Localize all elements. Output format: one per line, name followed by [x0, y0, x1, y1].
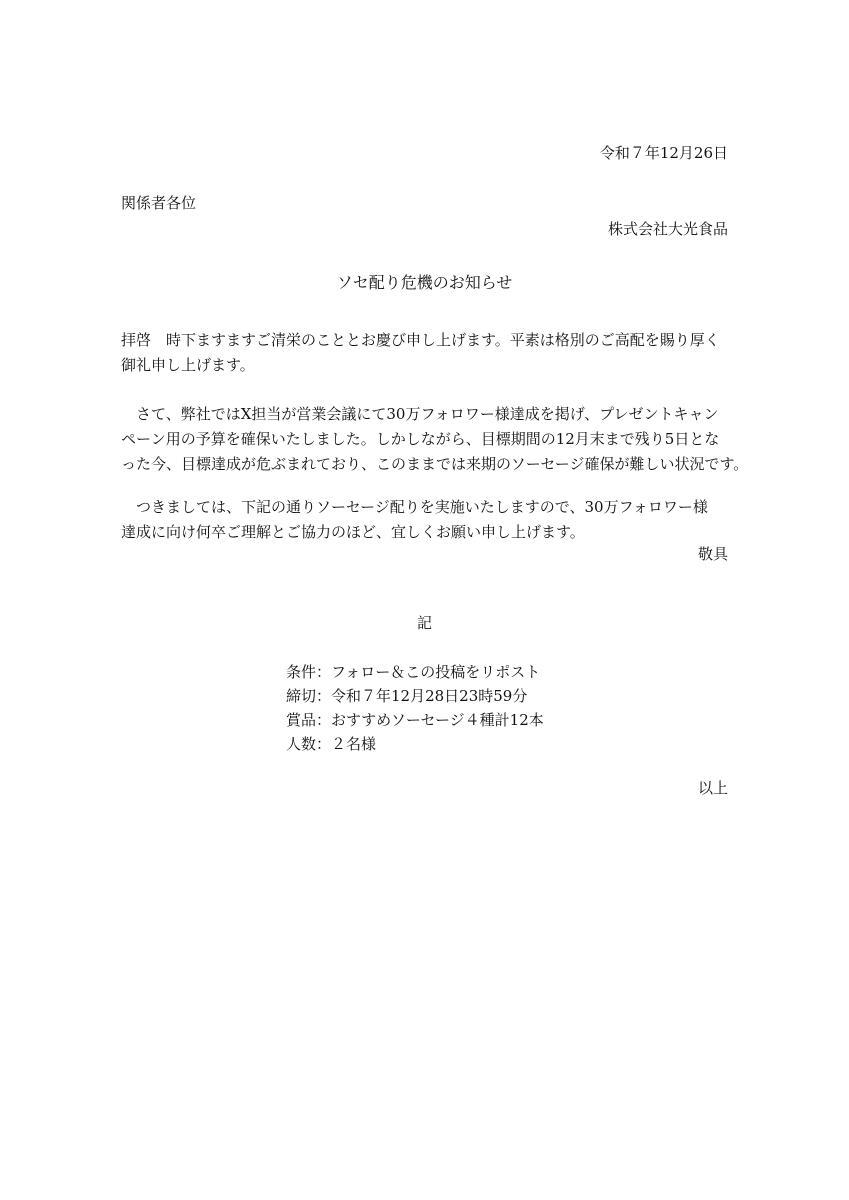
paragraph-line: ペーン用の予算を確保いたしました。しかしながら、目標期間の12月末まで残り5日とな [121, 430, 720, 448]
recipient: 関係者各位 [121, 194, 197, 212]
greeting-paragraph [121, 328, 728, 378]
record-item-conditions: 条件：フォロー＆この投稿をリポスト [286, 663, 541, 681]
request-paragraph [121, 495, 728, 545]
record-list [286, 660, 544, 756]
sender-company: 株式会社大光食品 [607, 220, 728, 238]
paragraph-line: つきましては、下記の通りソーセージ配りを実施いたしますので、30万フォロワー様 [121, 498, 708, 516]
document-date: 令和７年12月26日 [599, 144, 728, 162]
end-mark: 以上 [697, 779, 728, 797]
record-item-prize: 賞品：おすすめソーセージ４種計12本 [286, 711, 544, 729]
record-item-deadline: 締切：令和７年12月28日23時59分 [286, 687, 528, 705]
closing-keigu: 敬具 [697, 545, 728, 563]
record-heading: 記 [416, 614, 432, 632]
paragraph-line: さて、弊社ではX担当が営業会議にて30万フォロワー様達成を掲げ、プレゼントキャン [121, 405, 719, 423]
paragraph-line: 御礼申し上げます。 [121, 356, 255, 374]
paragraph-line: 拝啓 時下ますますご清栄のこととお慶び申し上げます。平素は格別のご高配を賜り厚く [121, 331, 720, 349]
paragraph-line: った今、目標達成が危ぶまれており、このままでは来期のソーセージ確保が難しい状況です。 [121, 455, 749, 473]
main-paragraph [121, 402, 749, 477]
paragraph-line: 達成に向け何卒ご理解とご協力のほど、宜しくお願い申し上げます。 [121, 523, 585, 541]
record-item-winners: 人数：２名様 [286, 735, 377, 753]
document-title: ソセ配り危機のお知らせ [336, 273, 513, 292]
